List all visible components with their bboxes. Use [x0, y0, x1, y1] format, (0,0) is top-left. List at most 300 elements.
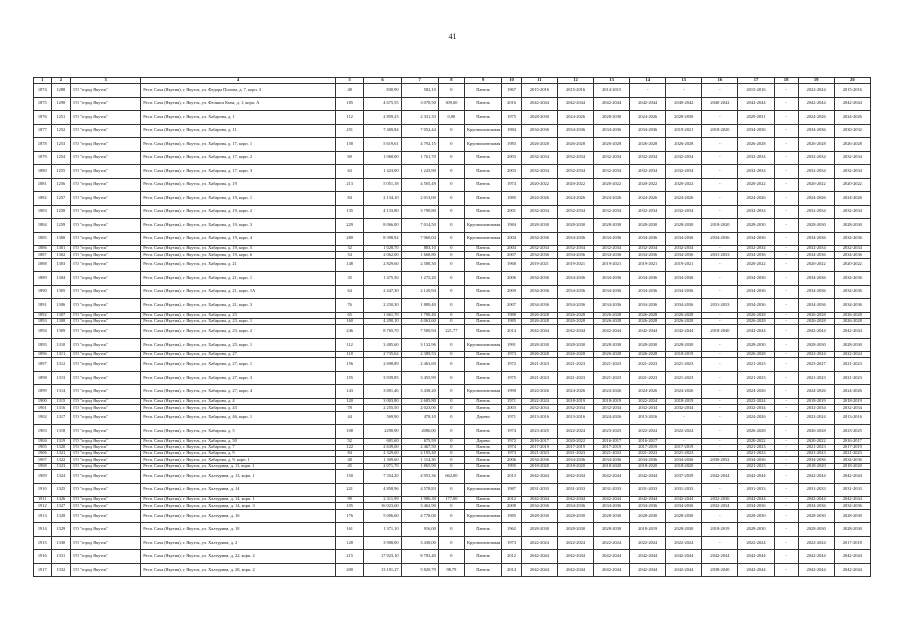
table-cell: 0 — [438, 318, 464, 324]
table-cell: 1898 — [34, 371, 52, 385]
table-cell: 1329 — [51, 523, 71, 537]
table-cell: 4 858,96 — [364, 483, 401, 497]
table-cell: 2018-2020 — [798, 463, 834, 469]
table-cell: - — [702, 451, 738, 457]
table-cell: 2034-2036 — [594, 272, 630, 286]
table-cell: 1891 — [34, 299, 52, 313]
table-cell: 2026-2028 — [738, 352, 774, 358]
table-cell: 2034-2036 — [594, 503, 630, 509]
table-cell: 2024-2026 — [798, 192, 834, 206]
table-cell: ГО "город Якутск" — [71, 285, 141, 299]
table-cell: 0,00 — [438, 111, 464, 125]
table-cell: 2042-2044 — [834, 497, 870, 503]
table-cell: 1885 — [34, 232, 52, 246]
table-cell: - — [774, 325, 798, 339]
table-cell: 2028-2030 — [834, 523, 870, 537]
table-cell: 2024-2026 — [798, 111, 834, 125]
table-cell: 2014 — [502, 563, 522, 577]
table-cell: 3 939,85 — [364, 371, 401, 385]
table-cell: Респ. Саха (Якутия), г. Якутск, ул. Хабарова, д. 21 — [141, 258, 336, 272]
table-cell: Респ. Саха (Якутия), г. Якутск, ул. Хабарова, д. 19, корп. 3 — [141, 219, 336, 233]
table-cell: 1 423,00 — [364, 165, 401, 179]
table-cell: 0 — [438, 371, 464, 385]
table-cell: 2021-2023 — [557, 371, 593, 385]
table-cell: 99 — [335, 497, 363, 503]
table-cell: 2034-2036 — [798, 503, 834, 509]
table-cell: 120 — [335, 398, 363, 404]
table-cell: 2021-2023 — [666, 451, 702, 457]
table-cell: 2018-2020 — [521, 463, 557, 469]
table-cell: - — [702, 338, 738, 352]
table-cell: 1322 — [51, 457, 71, 463]
table-cell: Панель — [465, 252, 502, 258]
table-cell: 2028-2030 — [521, 523, 557, 537]
table-cell: 2019-2021 — [557, 258, 593, 272]
table-cell: 150 — [335, 470, 363, 484]
table-cell: 2023-2025 — [521, 425, 557, 439]
table-cell: 1 986,39 — [401, 497, 438, 503]
table-cell: 2034-2036 — [630, 285, 666, 299]
table-cell: 2020-2022 — [666, 178, 702, 192]
table-cell: 2021-2023 — [798, 371, 834, 385]
table-cell: 2034-2036 — [630, 124, 666, 138]
table-cell: 2024-2026 — [630, 385, 666, 399]
table-row — [34, 470, 871, 484]
table-cell: 2034-2036 — [630, 299, 666, 313]
table-cell: 2034-2036 — [594, 124, 630, 138]
column-header: 18 — [774, 78, 798, 84]
table-cell: 1917 — [34, 563, 52, 577]
table-cell: 2 389,53 — [401, 352, 438, 358]
table-cell: 1312 — [51, 358, 71, 372]
table-cell: Респ. Саха (Якутия), г. Якутск, ул. Хабарова, д. 7 — [141, 444, 336, 450]
table-cell: 2020-2022 — [557, 438, 593, 444]
table-cell: - — [774, 509, 798, 523]
table-cell: ГО "город Якутск" — [71, 325, 141, 339]
table-cell: Респ. Саха (Якутия), г. Якутск, ул. Хабарова, д. 17, корп. 1 — [141, 138, 336, 152]
table-cell: 2012 — [502, 550, 522, 564]
table-cell: 2028-2030 — [666, 338, 702, 352]
table-cell: Панель — [465, 165, 502, 179]
table-cell: 2017-2019 — [630, 444, 666, 450]
table-cell: 2026-2028 — [594, 352, 630, 358]
table-cell: 176 — [335, 509, 363, 523]
table-cell: 1251 — [51, 111, 71, 125]
table-cell: - — [630, 84, 666, 98]
table-cell: 2021-2023 — [834, 371, 870, 385]
table-cell: 2034-2036 — [521, 503, 557, 509]
table-cell: 1326 — [51, 497, 71, 503]
table-cell: 1889 — [34, 272, 52, 286]
table-cell: 1 275,20 — [401, 272, 438, 286]
table-cell: 0 — [438, 285, 464, 299]
table-cell: 84 — [335, 451, 363, 457]
table-cell: 2034-2036 — [521, 457, 557, 463]
table-cell: 177,00 — [438, 497, 464, 503]
table-cell: 2034-2036 — [834, 299, 870, 313]
table-cell: 2042-2044 — [666, 325, 702, 339]
table-cell: 1319 — [51, 438, 71, 444]
table-cell: 4 675,55 — [364, 97, 401, 111]
table-row — [34, 523, 871, 537]
table-cell: Респ. Саха (Якутия), г. Якутск, ул. Халтурина, д. 13, корп. 1 — [141, 470, 336, 484]
table-cell: 2022-2024 — [521, 398, 557, 404]
table-cell: 0 — [438, 84, 464, 98]
table-cell: 2042-2044 — [834, 550, 870, 564]
table-cell: 143 — [335, 385, 363, 399]
table-cell: 0 — [438, 246, 464, 252]
table-cell: 2034-2036 — [738, 457, 774, 463]
table-cell: Респ. Саха (Якутия), г. Якутск, ул. Хабарова, д. 46, корп. 1 — [141, 411, 336, 425]
table-cell: Панель — [465, 463, 502, 469]
table-cell: 2 829,60 — [364, 258, 401, 272]
table-cell: 1985 — [502, 509, 522, 523]
table-cell: 1 068,00 — [364, 151, 401, 165]
table-cell: ГО "город Якутск" — [71, 312, 141, 318]
table-cell: 2026-2028 — [834, 138, 870, 152]
table-cell: 148 — [335, 258, 363, 272]
table-cell: 2028-2030 — [834, 338, 870, 352]
table-cell: 2026-2028 — [557, 352, 593, 358]
table-cell: Крупнопанельная — [465, 219, 502, 233]
table-cell: 0 — [438, 550, 464, 564]
table-cell: - — [702, 165, 738, 179]
table-cell: ГО "город Якутск" — [71, 192, 141, 206]
table-cell: 2 023,00 — [401, 405, 438, 411]
table-cell: 2042-2044 — [630, 550, 666, 564]
table-cell: 2042-2044 — [630, 97, 666, 111]
table-cell: 1 668,80 — [401, 252, 438, 258]
table-cell: Респ. Саха (Якутия), г. Якутск, ул. Федора Попова, д. 7, корп. 3 — [141, 84, 336, 98]
table-cell: - — [702, 318, 738, 324]
table-cell: Панель — [465, 451, 502, 457]
table-cell: Респ. Саха (Якутия), г. Якутск, ул. Хабарова, д. 5 — [141, 425, 336, 439]
table-cell: 2034-2036 — [557, 252, 593, 258]
table-cell: 213 — [335, 178, 363, 192]
table-cell: 2034-2036 — [666, 232, 702, 246]
table-cell: 2 467,50 — [401, 444, 438, 450]
table-cell: Панель — [465, 84, 502, 98]
table-cell: Респ. Саха (Якутия), г. Якутск, ул. Хабарова, д. 19, корп. 5 — [141, 246, 336, 252]
table-cell: ГО "город Якутск" — [71, 252, 141, 258]
table-cell: Крупнопанельная — [465, 338, 502, 352]
table-cell: 2034-2036 — [798, 457, 834, 463]
table-cell: Респ. Саха (Якутия), г. Якутск, ул. Хабарова, д. 21, корп. 3 — [141, 299, 336, 313]
table-cell: 64 — [335, 285, 363, 299]
table-cell: 2042-2044 — [738, 550, 774, 564]
table-cell: 2006 — [502, 457, 522, 463]
table-cell: 2034-2036 — [630, 503, 666, 509]
table-cell: ГО "город Якутск" — [71, 425, 141, 439]
table-cell: 0 — [438, 352, 464, 358]
table-cell: 2028-2030 — [834, 219, 870, 233]
table-cell: - — [774, 111, 798, 125]
table-cell: 1984 — [502, 124, 522, 138]
table-cell: 2016-2017 — [834, 438, 870, 444]
table-cell: 48 — [335, 457, 363, 463]
table-cell: 1 371,10 — [364, 523, 401, 537]
table-cell: 221 — [335, 483, 363, 497]
table-cell: 2042-2044 — [630, 563, 666, 577]
table-row — [34, 325, 871, 339]
table-cell: 2026-2028 — [557, 312, 593, 318]
table-cell: 1974 — [502, 444, 522, 450]
table-cell: 2034-2036 — [738, 299, 774, 313]
table-cell: 2021-2023 — [798, 444, 834, 450]
table-cell: 2028-2030 — [630, 338, 666, 352]
table-cell: 2028-2030 — [666, 111, 702, 125]
table-cell: 1973 — [502, 536, 522, 550]
table-cell: 2 250,30 — [364, 299, 401, 313]
table-cell: 5 820,79 — [401, 563, 438, 577]
table-cell: 1258 — [51, 205, 71, 219]
table-cell: 1882 — [34, 192, 52, 206]
table-cell: 2034-2036 — [834, 285, 870, 299]
table-cell: - — [774, 84, 798, 98]
table-cell: 2034-2036 — [521, 232, 557, 246]
table-cell: Респ. Саха (Якутия), г. Якутск, ул. Хабарова, д. 27, корп. 3 — [141, 371, 336, 385]
table-cell: 2022-2024 — [738, 398, 774, 404]
table-cell: 2018-2020 — [702, 124, 738, 138]
table-cell: 1 790,40 — [401, 312, 438, 318]
table-cell: 2032-2034 — [834, 151, 870, 165]
table-cell: 2034-2036 — [738, 285, 774, 299]
table-cell: 0 — [438, 405, 464, 411]
table-cell: Крупнопанельная — [465, 483, 502, 497]
table-cell: Респ. Саха (Якутия), г. Якутск, ул. Халтурина, д. 18 — [141, 523, 336, 537]
table-cell: 221,77 — [438, 325, 464, 339]
table-cell: 1328 — [51, 509, 71, 523]
table-cell: 3 485,60 — [364, 338, 401, 352]
table-cell: 1324 — [51, 470, 71, 484]
table-cell: 7 014,50 — [401, 219, 438, 233]
table-cell: 2004 — [502, 246, 522, 252]
table-cell: Респ. Саха (Якутия), г. Якутск, ул. Хабарова, д. 50 — [141, 438, 336, 444]
table-cell: 2031-2033 — [702, 252, 738, 258]
table-cell: 4 953,36 — [401, 470, 438, 484]
table-cell: 118 — [335, 352, 363, 358]
table-cell: ГО "город Якутск" — [71, 299, 141, 313]
table-cell: ГО "город Якутск" — [71, 318, 141, 324]
table-cell: 1314 — [51, 385, 71, 399]
table-cell: 2019-2021 — [666, 258, 702, 272]
table-cell: 2031-2033 — [738, 483, 774, 497]
table-row — [34, 111, 871, 125]
table-cell: 1916 — [34, 550, 52, 564]
table-cell: 1878 — [34, 138, 52, 152]
table-cell: 2021-2023 — [666, 358, 702, 372]
table-cell: 2028-2030 — [557, 523, 593, 537]
table-cell: 16 023,60 — [364, 503, 401, 509]
table-cell: 2024-2026 — [557, 192, 593, 206]
table-cell: 1874 — [34, 84, 52, 98]
table-row — [34, 425, 871, 439]
table-cell: 2034-2036 — [834, 272, 870, 286]
table-cell: 2015-2016 — [521, 84, 557, 98]
table-cell: Респ. Саха (Якутия), г. Якутск, ул. Хабарова, д. 4 — [141, 398, 336, 404]
table-cell: 916,00 — [401, 523, 438, 537]
table-cell: 2032-2034 — [630, 205, 666, 219]
table-cell: 2028-2030 — [798, 338, 834, 352]
table-cell: 2030-2032 — [834, 124, 870, 138]
table-cell: 2034-2036 — [702, 232, 738, 246]
table-cell: - — [702, 444, 738, 450]
table-cell: Респ. Саха (Якутия), г. Якутск, ул. Халтурина, д. 14 — [141, 483, 336, 497]
table-cell: Респ. Саха (Якутия), г. Якутск, ул. Халтурина, д. 22, корп. 2 — [141, 550, 336, 564]
table-cell: - — [774, 470, 798, 484]
table-cell: 2028-2030 — [594, 523, 630, 537]
table-cell: 2 062,00 — [364, 252, 401, 258]
table-cell: 2032-2034 — [798, 151, 834, 165]
table-cell: 2026-2028 — [666, 318, 702, 324]
table-cell: ГО "город Якутск" — [71, 536, 141, 550]
table-cell: 2042-2044 — [521, 497, 557, 503]
table-cell: - — [774, 536, 798, 550]
table-cell: 2034-2036 — [557, 503, 593, 509]
table-cell: 1901 — [34, 405, 52, 411]
table-cell: ГО "город Якутск" — [71, 497, 141, 503]
table-cell: 2 331,33 — [401, 111, 438, 125]
table-cell: 5 051,18 — [364, 178, 401, 192]
table-cell: 0 — [438, 138, 464, 152]
table-cell: 280 — [335, 232, 363, 246]
column-header: 5 — [335, 78, 363, 84]
table-cell: 1972 — [502, 438, 522, 444]
table-cell: 1332 — [51, 563, 71, 577]
table-cell: - — [774, 192, 798, 206]
table-cell: - — [774, 219, 798, 233]
table-cell: - — [774, 444, 798, 450]
table-cell: 7 469,84 — [364, 124, 401, 138]
table-cell: Панель — [465, 405, 502, 411]
table-cell: - — [702, 405, 738, 411]
table-cell: 2086,00 — [401, 425, 438, 439]
table-cell: 2028-2030 — [798, 509, 834, 523]
table-cell: 2021-2023 — [630, 371, 666, 385]
table-row — [34, 385, 871, 399]
table-cell: 2026-2028 — [798, 138, 834, 152]
table-cell: 2026-2028 — [521, 318, 557, 324]
table-cell: 2024-2026 — [666, 385, 702, 399]
table-cell: - — [774, 178, 798, 192]
table-cell: ГО "город Якутск" — [71, 97, 141, 111]
table-cell: 2026-2028 — [738, 425, 774, 439]
table-cell: 2014 — [502, 325, 522, 339]
table-cell: 2032-2034 — [630, 165, 666, 179]
table-cell: 0 — [438, 165, 464, 179]
table-cell: 2042-2044 — [630, 325, 666, 339]
column-header: 13 — [594, 78, 630, 84]
table-cell: 2032-2034 — [557, 246, 593, 252]
table-cell: - — [774, 151, 798, 165]
table-row — [34, 285, 871, 299]
table-cell: 2028-2030 — [738, 509, 774, 523]
table-row — [34, 258, 871, 272]
table-cell: 2042-2044 — [557, 325, 593, 339]
table-cell: Панель — [465, 358, 502, 372]
table-cell: 2018-2019 — [594, 398, 630, 404]
table-row — [34, 178, 871, 192]
table-cell: 2 071,70 — [364, 463, 401, 469]
table-cell: 2020-2022 — [738, 178, 774, 192]
table-cell: 0 — [438, 312, 464, 318]
table-cell: 2034-2036 — [557, 285, 593, 299]
table-cell: 2032-2034 — [521, 151, 557, 165]
table-cell: 1892 — [34, 312, 52, 318]
table-cell: 2028-2030 — [594, 338, 630, 352]
table-cell: 2028-2030 — [630, 219, 666, 233]
table-cell: 2034-2036 — [557, 232, 593, 246]
table-cell: Респ. Саха (Якутия), г. Якутск, ул. Хабарова, д. 23, корп. 2 — [141, 325, 336, 339]
table-cell: 2022-2024 — [630, 536, 666, 550]
table-cell: ГО "город Якутск" — [71, 124, 141, 138]
table-cell: ГО "город Якутск" — [71, 550, 141, 564]
table-cell: 2026-2028 — [834, 318, 870, 324]
table-cell: 2042-2044 — [798, 470, 834, 484]
table-cell: 1907 — [34, 457, 52, 463]
table-cell: Респ. Саха (Якутия), г. Якутск, ул. Хабарова, д. 19, корп. 1 — [141, 192, 336, 206]
table-cell: Респ. Саха (Якутия), г. Якутск, ул. Хабарова, д. 9 — [141, 451, 336, 457]
table-cell: 2032-2034 — [834, 205, 870, 219]
table-cell: 2034-2036 — [666, 299, 702, 313]
table-cell: 2032-2034 — [738, 205, 774, 219]
table-cell: 2028-2030 — [798, 523, 834, 537]
table-cell: 2022-2024 — [666, 425, 702, 439]
table-cell: 2012 — [502, 497, 522, 503]
table-cell: 1985 — [502, 192, 522, 206]
table-cell: Панель — [465, 325, 502, 339]
table-cell: 1904 — [34, 438, 52, 444]
table-cell: 2028-2030 — [738, 219, 774, 233]
table-cell: Респ. Саха (Якутия), г. Якутск, ул. Хабарова, д. 23 — [141, 312, 336, 318]
table-cell: 0 — [438, 385, 464, 399]
table-cell: 2026-2028 — [594, 318, 630, 324]
table-cell: 2024-2026 — [834, 111, 870, 125]
table-cell: - — [774, 124, 798, 138]
table-cell: 45 — [335, 463, 363, 469]
table-cell: 2026-2028 — [738, 318, 774, 324]
table-cell: 4 778,00 — [401, 509, 438, 523]
table-cell: - — [774, 463, 798, 469]
table-cell: 1973 — [502, 352, 522, 358]
table-cell: - — [702, 84, 738, 98]
column-header: 16 — [702, 78, 738, 84]
table-cell: 2042-2044 — [594, 325, 630, 339]
table-cell: 2022-2024 — [557, 536, 593, 550]
table-cell: 1 761,70 — [401, 151, 438, 165]
table-cell: - — [702, 246, 738, 252]
table-cell: 1320 — [51, 444, 71, 450]
table-cell: 0 — [438, 124, 464, 138]
table-cell: 2021-2023 — [738, 371, 774, 385]
table-cell: 2 735,62 — [364, 352, 401, 358]
table-cell: 2014-2015 — [594, 84, 630, 98]
table-cell: Дерево — [465, 411, 502, 425]
table-cell: 0 — [438, 299, 464, 313]
table-cell: 2028-2030 — [594, 111, 630, 125]
table-cell: 2022-2024 — [798, 536, 834, 550]
table-cell: 2032-2034 — [557, 151, 593, 165]
table-cell: 1909 — [34, 470, 52, 484]
table-cell: 2042-2044 — [702, 550, 738, 564]
table-cell: 2024-2026 — [834, 385, 870, 399]
table-cell: 2018-2020 — [702, 219, 738, 233]
table-cell: 1902 — [34, 411, 52, 425]
table-cell: 5 006,60 — [364, 509, 401, 523]
table-cell: ГО "город Якутск" — [71, 258, 141, 272]
table-cell: 2032-2034 — [557, 205, 593, 219]
table-cell: 2020-2022 — [798, 258, 834, 272]
